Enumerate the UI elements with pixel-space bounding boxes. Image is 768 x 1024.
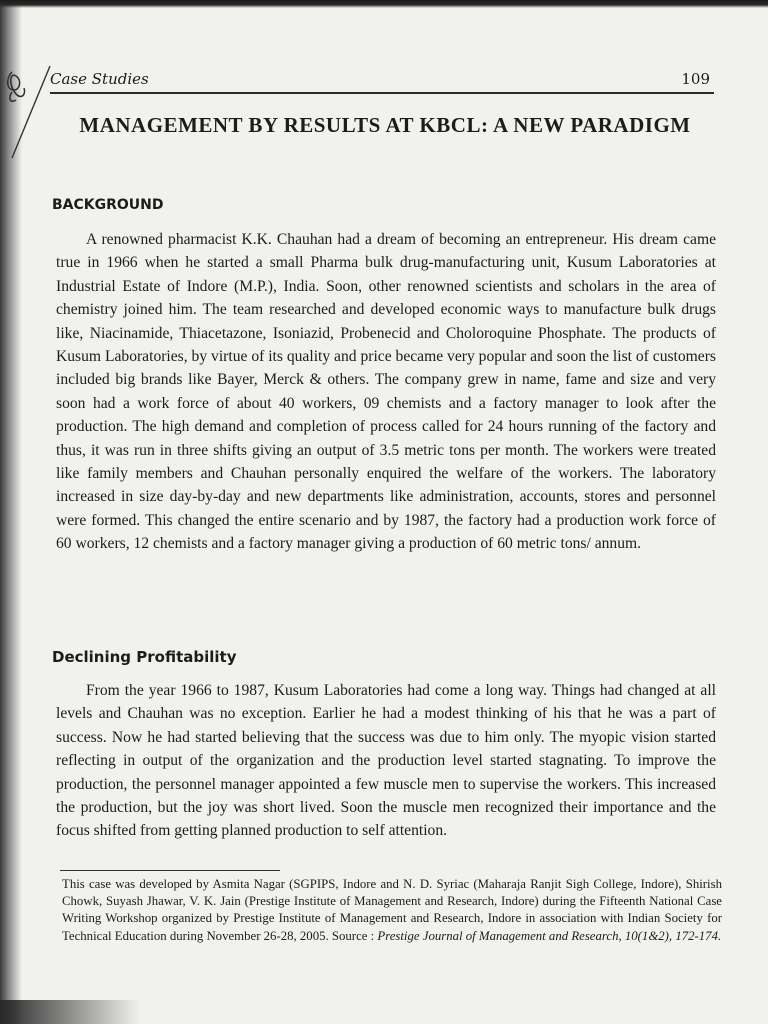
footnote xyxy=(62,876,722,945)
handwritten-pen-mark xyxy=(4,64,56,160)
header-rule xyxy=(50,92,714,94)
case-title: MANAGEMENT BY RESULTS AT KBCL: A NEW PARADIGM xyxy=(79,113,691,137)
footnote-text: This case was developed by Asmita Nagar (SGPIPS, Indore and N. D. Syriac (Maharaja Ranjit Sigh College, Indore), Shirish Chowk, Suyash Jhawar, V. K. Jain (Prestige Institute of Management and Research, Indore) during the Fifteenth National Case Writing Workshop organized by Prestige Institute of Management and Research, Indore in association with Indian Society for Technical Education during November 26-28, 2005. Source : xyxy=(62,877,722,943)
page-number: 109 xyxy=(681,70,710,88)
paragraph-declining-profitability: From the year 1966 to 1987, Kusum Laboratories had come a long way. Things had changed at all levels and Chauhan was no exception. Earlier he had a modest thinking of his that he was a part of success. Now he had started believing that the success was due to him only. The myopic vision started reflecting in output of the organization and the production level started stagnating. To improve the production, the personnel manager appointed a few muscle men to supervise the workers. This increased the production, but the joy was short lived. Soon the muscle men recognized their importance and the focus shifted from getting planned production to self attention. xyxy=(56,682,716,840)
footnote-source: Prestige Journal of Management and Research, 10(1&2), 172-174. xyxy=(377,928,722,943)
section-heading-background: BACKGROUND xyxy=(52,197,164,213)
bottom-edge-shadow xyxy=(0,1000,140,1024)
running-header xyxy=(50,70,714,94)
section-heading-declining-profitability: Declining Profitability xyxy=(52,648,237,666)
paragraph-background: A renowned pharmacist K.K. Chauhan had a dream of becoming an entrepreneur. His dream came true in 1966 when he started a small Pharma bulk drug-manufacturing unit, Kusum Laboratories at Industrial Estate of Indore (M.P.), India. Soon, other renowned scientists and scholars in the area of chemistry joined him. The team researched and developed economic ways to manufacture bulk drugs like, Niacinamide, Thiacetazone, Isoniazid, Probenecid and Choloroquine Phosphate. The products of Kusum Laboratories, by virtue of its quality and price became very popular and soon the list of customers included big brands like Bayer, Merck & others. The company grew in name, fame and size and very soon had a work force of about 40 workers, 09 chemists and a factory manager to look after the production. The high demand and completion of process called for 24 hours running of the factory and thus, it was run in three shifts giving an output of 3.5 metric tons per month. The workers were treated like family members and Chauhan personally enquired the welfare of the workers. The laboratory increased in size day-by-day and new departments like administration, accounts, stores and personnel were formed. This changed the entire scenario and by 1987, the factory had a production work force of 60 workers, 12 chemists and a factory manager giving a production of 60 metric tons/ annum. xyxy=(56,231,716,553)
top-edge-shadow xyxy=(0,0,768,8)
footnote-rule xyxy=(60,870,280,871)
running-header-title: Case Studies xyxy=(50,70,149,88)
